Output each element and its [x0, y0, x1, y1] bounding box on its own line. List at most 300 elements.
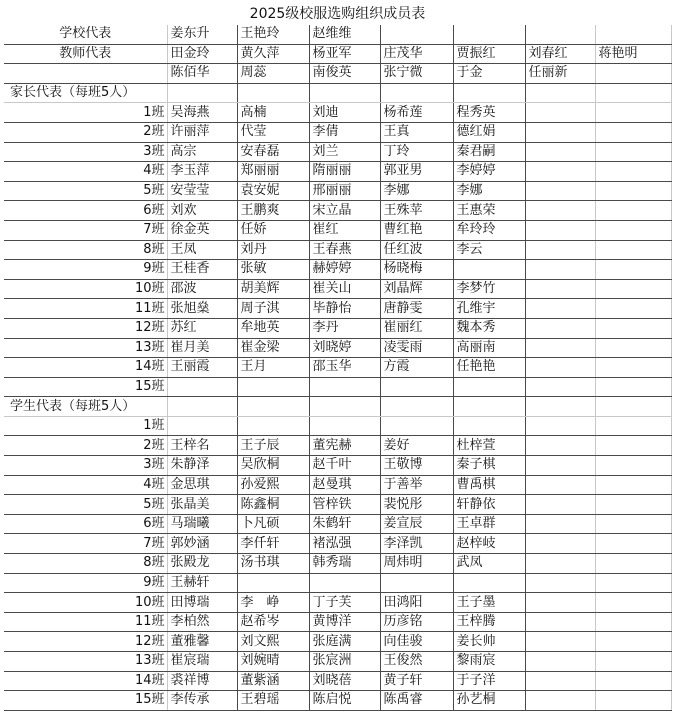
name-cell[interactable]	[453, 260, 525, 280]
name-cell[interactable]	[525, 416, 595, 436]
name-cell[interactable]: 黄博洋	[309, 612, 380, 632]
name-cell[interactable]: 姜好	[380, 436, 453, 456]
name-cell[interactable]	[167, 377, 237, 397]
name-cell[interactable]	[595, 162, 671, 182]
name-cell[interactable]: 刘晓蓓	[309, 671, 380, 691]
name-cell[interactable]	[237, 573, 309, 593]
name-cell[interactable]	[380, 25, 453, 44]
name-cell[interactable]: 王真	[380, 122, 453, 142]
name-cell[interactable]: 曹红艳	[380, 220, 453, 240]
name-cell[interactable]	[595, 671, 671, 691]
name-cell[interactable]	[595, 240, 671, 260]
name-cell[interactable]	[595, 652, 671, 672]
empty-cell[interactable]	[4, 64, 167, 84]
name-cell[interactable]	[309, 377, 380, 397]
class-number[interactable]: 8班	[4, 554, 167, 574]
name-cell[interactable]: 张旭燊	[167, 299, 237, 319]
name-cell[interactable]: 李云	[453, 240, 525, 260]
name-cell[interactable]: 张宁微	[380, 64, 453, 84]
name-cell[interactable]: 秦子棋	[453, 456, 525, 476]
class-number[interactable]: 12班	[4, 318, 167, 338]
name-cell[interactable]: 黄子轩	[380, 671, 453, 691]
name-cell[interactable]: 郑丽丽	[237, 162, 309, 182]
name-cell[interactable]: 韩秀瑞	[309, 554, 380, 574]
school-reps-label[interactable]: 学校代表	[4, 25, 167, 44]
name-cell[interactable]: 王梓名	[167, 436, 237, 456]
name-cell[interactable]: 王桂香	[167, 260, 237, 280]
name-cell[interactable]: 刘婉晴	[237, 652, 309, 672]
name-cell[interactable]: 裘祥博	[167, 671, 237, 691]
class-number[interactable]: 5班	[4, 495, 167, 515]
name-cell[interactable]: 崔关山	[309, 279, 380, 299]
name-cell[interactable]: 丁玲	[380, 142, 453, 162]
members-table	[4, 25, 672, 711]
name-cell[interactable]	[525, 514, 595, 534]
table-row	[4, 318, 671, 338]
name-cell[interactable]	[525, 377, 595, 397]
name-cell[interactable]: 马瑞曦	[167, 514, 237, 534]
name-cell[interactable]	[525, 25, 595, 44]
name-cell[interactable]: 王碧瑶	[237, 691, 309, 711]
name-cell[interactable]	[167, 416, 237, 436]
name-cell[interactable]	[595, 201, 671, 221]
name-cell[interactable]: 方霞	[380, 358, 453, 378]
empty-cell[interactable]	[309, 397, 380, 417]
class-number[interactable]: 2班	[4, 436, 167, 456]
empty-cell[interactable]	[525, 397, 595, 417]
name-cell[interactable]: 王丽霞	[167, 358, 237, 378]
table-row	[4, 514, 671, 534]
name-cell[interactable]: 唐静雯	[380, 299, 453, 319]
name-cell[interactable]: 历彦铭	[380, 612, 453, 632]
name-cell[interactable]: 姜长帅	[453, 632, 525, 652]
name-cell[interactable]: 毕静怡	[309, 299, 380, 319]
empty-cell[interactable]	[309, 83, 380, 103]
name-cell[interactable]	[525, 593, 595, 613]
name-cell[interactable]: 刘文熙	[237, 632, 309, 652]
name-cell[interactable]: 张宸洲	[309, 652, 380, 672]
name-cell[interactable]: 轩静依	[453, 495, 525, 515]
name-cell[interactable]	[525, 475, 595, 495]
name-cell[interactable]: 南俊英	[309, 64, 380, 84]
name-cell[interactable]: 王敬博	[380, 456, 453, 476]
name-cell[interactable]: 赵希岑	[237, 612, 309, 632]
name-cell[interactable]: 赫婷婷	[309, 260, 380, 280]
name-cell[interactable]: 吴欣桐	[237, 456, 309, 476]
name-cell[interactable]: 周蕊	[237, 64, 309, 84]
name-cell[interactable]: 秦君嗣	[453, 142, 525, 162]
table-row	[4, 122, 671, 142]
name-cell[interactable]	[525, 534, 595, 554]
name-cell[interactable]: 蒋艳明	[595, 44, 671, 64]
empty-cell[interactable]	[167, 397, 237, 417]
name-cell[interactable]	[309, 573, 380, 593]
name-cell[interactable]: 王子墨	[453, 593, 525, 613]
name-cell[interactable]	[525, 142, 595, 162]
class-number[interactable]: 14班	[4, 358, 167, 378]
name-cell[interactable]: 金思琪	[167, 475, 237, 495]
name-cell[interactable]	[595, 338, 671, 358]
name-cell[interactable]: 周炜明	[380, 554, 453, 574]
class-number[interactable]: 5班	[4, 181, 167, 201]
class-number[interactable]: 6班	[4, 201, 167, 221]
name-cell[interactable]	[525, 260, 595, 280]
name-cell[interactable]	[453, 573, 525, 593]
name-cell[interactable]: 孙艺桐	[453, 691, 525, 711]
table-row	[4, 162, 671, 182]
name-cell[interactable]	[595, 475, 671, 495]
name-cell[interactable]	[525, 691, 595, 711]
table-row	[4, 632, 671, 652]
class-number[interactable]: 7班	[4, 534, 167, 554]
name-cell[interactable]: 王赫轩	[167, 573, 237, 593]
name-cell[interactable]: 崔金梁	[237, 338, 309, 358]
name-cell[interactable]	[595, 103, 671, 123]
name-cell[interactable]: 吴海燕	[167, 103, 237, 123]
name-cell[interactable]: 李泽凯	[380, 534, 453, 554]
name-cell[interactable]: 王春燕	[309, 240, 380, 260]
name-cell[interactable]: 李梦竹	[453, 279, 525, 299]
name-cell[interactable]: 程秀英	[453, 103, 525, 123]
name-cell[interactable]	[595, 181, 671, 201]
name-cell[interactable]: 姜宣辰	[380, 514, 453, 534]
name-cell[interactable]: 隋丽丽	[309, 162, 380, 182]
name-cell[interactable]: 黄久萍	[237, 44, 309, 64]
name-cell[interactable]	[595, 377, 671, 397]
name-cell[interactable]	[595, 220, 671, 240]
name-cell[interactable]	[380, 377, 453, 397]
name-cell[interactable]: 崔丽红	[380, 318, 453, 338]
class-number[interactable]: 4班	[4, 162, 167, 182]
teacher-reps-label[interactable]: 教师代表	[4, 44, 167, 64]
name-cell[interactable]	[595, 260, 671, 280]
name-cell[interactable]: 胡美辉	[237, 279, 309, 299]
name-cell[interactable]: 卜凡硕	[237, 514, 309, 534]
name-cell[interactable]	[595, 142, 671, 162]
name-cell[interactable]: 邵波	[167, 279, 237, 299]
name-cell[interactable]: 姜东升	[167, 25, 237, 44]
name-cell[interactable]: 刘春红	[525, 44, 595, 64]
empty-cell[interactable]	[525, 83, 595, 103]
name-cell[interactable]: 牟玲玲	[453, 220, 525, 240]
name-cell[interactable]: 陈启悦	[309, 691, 380, 711]
name-cell[interactable]	[525, 240, 595, 260]
name-cell[interactable]	[525, 201, 595, 221]
name-cell[interactable]: 王子辰	[237, 436, 309, 456]
name-cell[interactable]	[595, 691, 671, 711]
name-cell[interactable]: 刘丹	[237, 240, 309, 260]
name-cell[interactable]	[453, 377, 525, 397]
name-cell[interactable]: 德红娟	[453, 122, 525, 142]
class-number[interactable]: 8班	[4, 240, 167, 260]
name-cell[interactable]	[525, 122, 595, 142]
name-cell[interactable]: 孔维宇	[453, 299, 525, 319]
table-row	[4, 456, 671, 476]
name-cell[interactable]: 王月	[237, 358, 309, 378]
class-number[interactable]: 1班	[4, 103, 167, 123]
name-cell[interactable]: 李 峥	[237, 593, 309, 613]
name-cell[interactable]: 许丽萍	[167, 122, 237, 142]
name-cell[interactable]: 郭妙涵	[167, 534, 237, 554]
student-reps-label[interactable]: 学生代表（每班5人）	[4, 397, 167, 417]
name-cell[interactable]	[525, 358, 595, 378]
name-cell[interactable]: 王惠荣	[453, 201, 525, 221]
class-number[interactable]: 1班	[4, 416, 167, 436]
name-cell[interactable]: 李传承	[167, 691, 237, 711]
class-number[interactable]: 11班	[4, 612, 167, 632]
empty-cell[interactable]	[167, 83, 237, 103]
name-cell[interactable]: 田鸿阳	[380, 593, 453, 613]
class-number[interactable]: 15班	[4, 377, 167, 397]
name-cell[interactable]: 李倩	[309, 122, 380, 142]
name-cell[interactable]	[595, 318, 671, 338]
name-cell[interactable]	[595, 279, 671, 299]
name-cell[interactable]: 贾振红	[453, 44, 525, 64]
name-cell[interactable]: 赵曼琪	[309, 475, 380, 495]
table-row	[4, 573, 671, 593]
class-number[interactable]: 9班	[4, 260, 167, 280]
name-cell[interactable]: 李婷婷	[453, 162, 525, 182]
name-cell[interactable]: 刘欢	[167, 201, 237, 221]
name-cell[interactable]: 李柏然	[167, 612, 237, 632]
name-cell[interactable]: 安莹莹	[167, 181, 237, 201]
name-cell[interactable]: 赵千叶	[309, 456, 380, 476]
name-cell[interactable]: 魏本秀	[453, 318, 525, 338]
table-row	[4, 397, 671, 417]
name-cell[interactable]	[525, 318, 595, 338]
name-cell[interactable]: 刘晶辉	[380, 279, 453, 299]
name-cell[interactable]: 周子淇	[237, 299, 309, 319]
name-cell[interactable]	[595, 64, 671, 84]
name-cell[interactable]	[595, 612, 671, 632]
name-cell[interactable]	[595, 416, 671, 436]
name-cell[interactable]: 王艳玲	[237, 25, 309, 44]
name-cell[interactable]: 刘晓婷	[309, 338, 380, 358]
name-cell[interactable]	[595, 456, 671, 476]
name-cell[interactable]: 黎雨宸	[453, 652, 525, 672]
table-row	[4, 534, 671, 554]
table-row	[4, 475, 671, 495]
name-cell[interactable]	[525, 181, 595, 201]
name-cell[interactable]: 安春磊	[237, 142, 309, 162]
name-cell[interactable]	[595, 534, 671, 554]
name-cell[interactable]: 朱静泽	[167, 456, 237, 476]
name-cell[interactable]: 崔红	[309, 220, 380, 240]
name-cell[interactable]: 李丹	[309, 318, 380, 338]
name-cell[interactable]	[525, 299, 595, 319]
name-cell[interactable]	[595, 632, 671, 652]
class-number[interactable]: 4班	[4, 475, 167, 495]
name-cell[interactable]: 刘兰	[309, 142, 380, 162]
table-row	[4, 181, 671, 201]
name-cell[interactable]: 李玉萍	[167, 162, 237, 182]
class-number[interactable]: 11班	[4, 299, 167, 319]
name-cell[interactable]: 董紫涵	[237, 671, 309, 691]
name-cell[interactable]: 赵维维	[309, 25, 380, 44]
name-cell[interactable]: 陈禹睿	[380, 691, 453, 711]
class-number[interactable]: 3班	[4, 142, 167, 162]
name-cell[interactable]: 董雅馨	[167, 632, 237, 652]
table-row	[4, 260, 671, 280]
name-cell[interactable]: 凌雯雨	[380, 338, 453, 358]
name-cell[interactable]	[380, 573, 453, 593]
name-cell[interactable]: 邢丽丽	[309, 181, 380, 201]
name-cell[interactable]: 陈鑫桐	[237, 495, 309, 515]
name-cell[interactable]: 田博瑞	[167, 593, 237, 613]
name-cell[interactable]: 于金	[453, 64, 525, 84]
name-cell[interactable]	[525, 456, 595, 476]
class-number[interactable]: 2班	[4, 122, 167, 142]
name-cell[interactable]	[595, 554, 671, 574]
name-cell[interactable]: 刘迪	[309, 103, 380, 123]
name-cell[interactable]: 管梓铁	[309, 495, 380, 515]
name-cell[interactable]: 任娇	[237, 220, 309, 240]
name-cell[interactable]: 于子洋	[453, 671, 525, 691]
name-cell[interactable]	[525, 338, 595, 358]
name-cell[interactable]	[380, 416, 453, 436]
empty-cell[interactable]	[237, 397, 309, 417]
name-cell[interactable]	[595, 358, 671, 378]
name-cell[interactable]	[237, 416, 309, 436]
name-cell[interactable]	[453, 416, 525, 436]
name-cell[interactable]	[525, 279, 595, 299]
name-cell[interactable]: 庄茂华	[380, 44, 453, 64]
name-cell[interactable]: 徐金英	[167, 220, 237, 240]
name-cell[interactable]: 苏红	[167, 318, 237, 338]
name-cell[interactable]: 袁安妮	[237, 181, 309, 201]
name-cell[interactable]	[309, 416, 380, 436]
name-cell[interactable]	[525, 436, 595, 456]
name-cell[interactable]	[525, 495, 595, 515]
name-cell[interactable]: 曹禹棋	[453, 475, 525, 495]
class-number[interactable]: 3班	[4, 456, 167, 476]
empty-cell[interactable]	[595, 83, 671, 103]
name-cell[interactable]	[595, 122, 671, 142]
name-cell[interactable]	[525, 162, 595, 182]
empty-cell[interactable]	[237, 83, 309, 103]
class-number[interactable]: 9班	[4, 573, 167, 593]
table-row	[4, 240, 671, 260]
name-cell[interactable]: 王梓腾	[453, 612, 525, 632]
class-number[interactable]: 13班	[4, 338, 167, 358]
name-cell[interactable]	[525, 220, 595, 240]
name-cell[interactable]	[237, 377, 309, 397]
class-number[interactable]: 14班	[4, 671, 167, 691]
parent-reps-label[interactable]: 家长代表（每班5人）	[4, 83, 167, 103]
class-number[interactable]: 6班	[4, 514, 167, 534]
empty-cell[interactable]	[595, 397, 671, 417]
name-cell[interactable]: 任红波	[380, 240, 453, 260]
class-number[interactable]: 10班	[4, 593, 167, 613]
name-cell[interactable]: 李娜	[380, 181, 453, 201]
name-cell[interactable]	[525, 103, 595, 123]
name-cell[interactable]: 代莹	[237, 122, 309, 142]
empty-cell[interactable]	[453, 83, 525, 103]
name-cell[interactable]: 高丽南	[453, 338, 525, 358]
table-row	[4, 593, 671, 613]
name-cell[interactable]: 王卓群	[453, 514, 525, 534]
name-cell[interactable]: 王凤	[167, 240, 237, 260]
name-cell[interactable]: 褚泓强	[309, 534, 380, 554]
name-cell[interactable]: 李仟轩	[237, 534, 309, 554]
name-cell[interactable]: 任艳艳	[453, 358, 525, 378]
class-number[interactable]: 10班	[4, 279, 167, 299]
class-number[interactable]: 13班	[4, 652, 167, 672]
table-row	[4, 612, 671, 632]
name-cell[interactable]: 杨亚军	[309, 44, 380, 64]
name-cell[interactable]: 崔月美	[167, 338, 237, 358]
name-cell[interactable]	[595, 25, 671, 44]
name-cell[interactable]: 李娜	[453, 181, 525, 201]
table-row	[4, 279, 671, 299]
table-row	[4, 64, 671, 84]
name-cell[interactable]: 张敏	[237, 260, 309, 280]
name-cell[interactable]	[595, 436, 671, 456]
name-cell[interactable]: 张殿龙	[167, 554, 237, 574]
name-cell[interactable]: 董宪赫	[309, 436, 380, 456]
class-number[interactable]: 12班	[4, 632, 167, 652]
name-cell[interactable]: 陈佰华	[167, 64, 237, 84]
name-cell[interactable]: 杨希莲	[380, 103, 453, 123]
name-cell[interactable]	[595, 573, 671, 593]
name-cell[interactable]	[595, 593, 671, 613]
name-cell[interactable]: 于善举	[380, 475, 453, 495]
name-cell[interactable]: 杨晓梅	[380, 260, 453, 280]
name-cell[interactable]	[453, 25, 525, 44]
name-cell[interactable]: 王殊苹	[380, 201, 453, 221]
name-cell[interactable]: 向佳骏	[380, 632, 453, 652]
name-cell[interactable]: 赵梓岐	[453, 534, 525, 554]
name-cell[interactable]: 田金玲	[167, 44, 237, 64]
empty-cell[interactable]	[453, 397, 525, 417]
name-cell[interactable]: 郭亚男	[380, 162, 453, 182]
table-row	[4, 220, 671, 240]
class-number[interactable]: 15班	[4, 691, 167, 711]
empty-cell[interactable]	[380, 397, 453, 417]
name-cell[interactable]: 王鹏爽	[237, 201, 309, 221]
name-cell[interactable]: 杜梓萱	[453, 436, 525, 456]
name-cell[interactable]: 牟地英	[237, 318, 309, 338]
name-cell[interactable]: 朱鹤轩	[309, 514, 380, 534]
name-cell[interactable]: 王俊然	[380, 652, 453, 672]
name-cell[interactable]	[595, 495, 671, 515]
name-cell[interactable]: 任丽新	[525, 64, 595, 84]
name-cell[interactable]	[525, 632, 595, 652]
name-cell[interactable]	[525, 554, 595, 574]
table-row	[4, 25, 671, 44]
class-number[interactable]: 7班	[4, 220, 167, 240]
name-cell[interactable]	[525, 652, 595, 672]
name-cell[interactable]: 孙爱熙	[237, 475, 309, 495]
name-cell[interactable]	[525, 573, 595, 593]
name-cell[interactable]	[595, 514, 671, 534]
name-cell[interactable]: 宋立晶	[309, 201, 380, 221]
name-cell[interactable]: 高楠	[237, 103, 309, 123]
name-cell[interactable]: 崔宸瑞	[167, 652, 237, 672]
empty-cell[interactable]	[380, 83, 453, 103]
name-cell[interactable]: 汤书琪	[237, 554, 309, 574]
name-cell[interactable]: 张庭满	[309, 632, 380, 652]
name-cell[interactable]	[525, 671, 595, 691]
name-cell[interactable]: 武凤	[453, 554, 525, 574]
name-cell[interactable]: 张晶美	[167, 495, 237, 515]
name-cell[interactable]: 丁子芙	[309, 593, 380, 613]
name-cell[interactable]: 裴悦彤	[380, 495, 453, 515]
name-cell[interactable]: 邵玉华	[309, 358, 380, 378]
name-cell[interactable]: 高宗	[167, 142, 237, 162]
name-cell[interactable]	[595, 299, 671, 319]
name-cell[interactable]	[525, 612, 595, 632]
